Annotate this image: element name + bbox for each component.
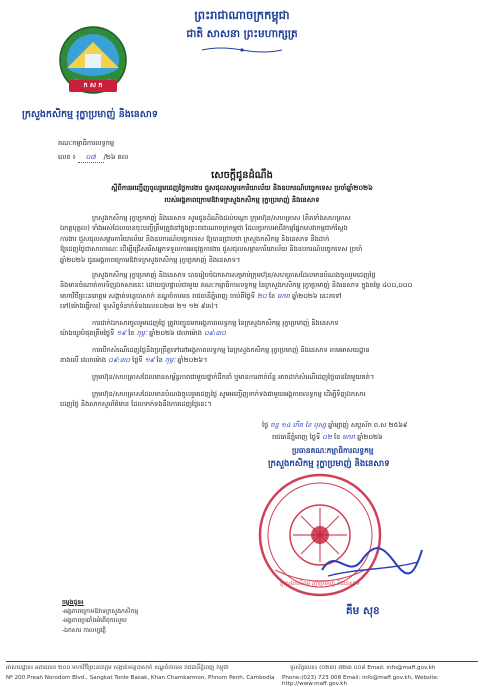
footer-phone-en: Phone:(023) 723 008 Email: info@maff.gov.kh, Website: http://www.maff.gov.kh [282, 675, 439, 687]
solar-month-label: ខែ [334, 433, 341, 441]
notice-subject-line-1: ស្តីពីការអញ្ជើញចូលរួមដេញថ្លៃការងារ ជួសជុលសម្ភារការិយាល័យ និងឧបករណ៍បច្ចេកទេស ប្រចាំឆ្នាំ២០២៦ [111, 184, 373, 192]
sale-start-day: ២០ [257, 291, 267, 300]
signer-name: គឹម សុខ [346, 605, 380, 617]
paragraph-2-line: និងមានចំណាត់ការទិញឯកសារនេះ ដោយជួបផ្ទាល់ជាមួយ គណៈកម្មាធិការលទ្ធកម្ម នៃក្រសួងកសិកម្ម រុក្ខាប្រមាញ់ និងនេសាទ ក្នុងតម្លៃ ៤០០,០០០ [60, 281, 413, 290]
footer-phone-kh: ទូរស័ព្ទលេខ៖ (០២៣) ៧២៣ ០០៨ Email: info@maff.gov.kh [290, 665, 436, 671]
recipient-item: -អង្គភាពប្រឆាំងអំពើពុករលួយ [62, 617, 127, 625]
deadline-day: ១៩ [116, 329, 127, 338]
paragraph-2-line: ក្រសួងកសិកម្ម រុក្ខាប្រមាញ់ និងនេសាទ បានរៀបចំឯកសារសម្រាប់ក្រុមហ៊ុន/សហគ្រាសដែលមានបំណងចូលរួមដេញថ្លៃ [92, 271, 376, 279]
paragraph-4-text: ខាងលើ វេលាម៉ោង [60, 356, 107, 365]
footer-divider [6, 661, 478, 662]
lunar-suffix: ឆ្នាំម្សាញ់ សប្តស័ក ព.ស ២៥៦៩ [328, 421, 408, 429]
solar-day: ០២ [322, 433, 332, 441]
opening-day: ១៩ [144, 356, 155, 365]
paragraph-1-line: ក្រសួងកសិកម្ម រុក្ខាប្រមាញ់ និងនេសាទ សូមជូនដំណឹងដល់បណ្តា ក្រុមហ៊ុន/សហគ្រាស (គិតទាំងសហគ្រាស [92, 214, 351, 222]
footer-address-en: Nº 200 Preah Norodom Blvd., Sangkat Tonle Basak, Khan Chamkarmon, Phnom Penh, Cambodia [6, 675, 275, 681]
paragraph-1-line: ឱ្យដេញថ្លៃជាសាធារណៈ ដើម្បីជ្រើសរើសអ្នកទទួលការអនុវត្តការងារ ជួសជុលសម្ភារការិយាល័យ និងឧបករណ៍បច្ចេកទេស ប្រចាំ [60, 245, 363, 254]
ref-number-label: លេខ ៖ [58, 153, 76, 161]
lunar-date [262, 420, 472, 430]
ministry-name: ក្រសួងកសិកម្ម រុក្ខាប្រមាញ់ និងនេសាទ [22, 109, 158, 120]
signature-scribble [318, 540, 426, 584]
ministry-logo [55, 24, 131, 104]
paragraph-3-text: យ៉ាងយូរបំផុតត្រឹមថ្ងៃទី [60, 329, 115, 338]
paragraph-1 [60, 213, 444, 265]
paragraph-2-text: មហាវិថីព្រះនរោត្តម សង្កាត់ទន្លេបាសាក់ ខណ្ឌចំការមន រាជធានីភ្នំពេញ ចាប់ពីថ្ងៃទី [60, 291, 255, 300]
opening-month: កុម្ភៈ [164, 356, 176, 365]
lunar-month: បុស្ស [313, 421, 326, 429]
year-text: ឆ្នាំ២០២៦ នេះតទៅ [291, 291, 342, 300]
recipients-heading: ចម្លងជូន៖ [62, 599, 84, 606]
paragraph-1-line: ឆ្នាំ២០២៦ ជូនអង្គភាពក្រោមឱវាទក្រសួងកសិកម្ម រុក្ខាប្រមាញ់ និងនេសាទ។ [60, 255, 241, 264]
deadline-time: ០៩:៣០ [204, 329, 226, 338]
national-motto: ជាតិ សាសនា ព្រះមហាក្សត្រ [186, 28, 298, 40]
notice-subject-line-2: របស់អង្គភាពក្រោមឱវាទក្រសួងកសិកម្ម រុក្ខាប្រមាញ់ និងនេសាទ [164, 196, 320, 204]
ref-number [58, 152, 128, 163]
signer-ministry: ក្រសួងកសិកម្ម រុក្ខាប្រមាញ់ និងនេសាទ [268, 459, 390, 469]
month-label: ខែ [128, 329, 135, 338]
lunar-date-value: ចន្ទ ១៤ កើត ខែ [270, 421, 312, 429]
solar-month: មករា [342, 433, 355, 441]
motto-ornament [200, 46, 284, 54]
sale-start-month: មករា [277, 291, 290, 300]
paragraph-4-line: ការបើកសំណើដេញថ្លៃនឹងប្រព្រឹត្តទៅនៅអង្គភាពលទ្ធកម្ម នៃក្រសួងកសិកម្ម រុក្ខាប្រមាញ់ និងនេសាទ តាមអាសយដ្ឋាន [92, 346, 370, 354]
paragraph-3-line [60, 328, 444, 338]
paragraph-4-line [60, 355, 444, 365]
footer-address-kh: អាសយដ្ឋាន៖ អគារលេខ ២០០ មហាវិថីព្រះនរោត្តម សង្កាត់ទន្លេបាសាក់ ខណ្ឌចំការមន រាជធានីភ្នំពេញ កម្ពុជា [6, 665, 229, 671]
deadline-month: កុម្ភៈ [136, 329, 147, 338]
paragraph-6-line: ក្រុមហ៊ុន/សហគ្រាសដែលមានបំណងចូលរួមដេញថ្លៃ សូមអញ្ជើញទាក់ទងជាមួយអង្គភាពលទ្ធកម្ម ដើម្បីទិញឯកសារ [92, 390, 366, 398]
paragraph-5-line: ក្រុមហ៊ុន/សហគ្រាសដែលមានសម្ព័ន្ធភាពជាមួយថ្នាក់ដឹកនាំ ឬមានការពាក់ព័ន្ធ អាចដាក់សំណើដេញថ្លៃបានតែមួយគត់។ [92, 373, 375, 381]
paragraph-3-line: ការដាក់ឯកសារចូលរួមដេញថ្លៃ ត្រូវបញ្ជូនមកអង្គភាពលទ្ធកម្ម នៃក្រសួងកសិកម្ម រុក្ខាប្រមាញ់ និងនេសាទ [92, 319, 339, 327]
month-label: ខែ [156, 356, 163, 365]
kingdom-heading: ព្រះរាជាណាចក្រកម្ពុជា [194, 8, 290, 22]
logo-lettering: ក ស ក [83, 81, 103, 89]
solar-prefix: រាជធានីភ្នំពេញ ថ្ងៃទី [272, 433, 321, 441]
ref-unit: គណៈកម្មាធិការលទ្ធកម្ម [58, 139, 115, 147]
recipient-item: -អង្គភាពក្រោមឱវាទក្រសួងកសិកម្ម [62, 608, 139, 616]
recipient-item: -ឯកសារ កាលប្បវត្តិ [62, 626, 106, 634]
month-label: ខែ [268, 291, 276, 300]
ref-number-suffix: /២៦ គល [103, 153, 129, 161]
paragraph-2 [60, 270, 444, 312]
seal-lettering: ក្រសួងកសិកម្ម រុក្ខាប្រមាញ់ និងនេសាទ [280, 581, 360, 587]
solar-date [272, 432, 472, 442]
notice-heading: សេចក្តីជូនដំណឹង [211, 170, 273, 181]
solar-year: ឆ្នាំ២០២៦ [357, 433, 383, 441]
paragraph-2-line: ទៅ(ម៉ោងធ្វើការ) ទូរស័ព្ទទំនាក់ទំនងលេខ០២៣ ២១ ១២ ៩៣)។ [60, 302, 219, 311]
ref-number-value: ០៧ [78, 152, 104, 163]
paragraph-3 [60, 318, 444, 339]
recipients [62, 598, 138, 635]
year-text: ឆ្នាំ២០២៦។ [177, 356, 208, 365]
day-label: ថ្ងៃទី [132, 356, 143, 365]
paragraph-4 [60, 345, 444, 366]
paragraph-2-line [60, 291, 444, 301]
paragraph-5 [60, 372, 444, 382]
paragraph-6 [60, 389, 444, 410]
year-text: ឆ្នាំ២០២៦ វេលាម៉ោង [149, 329, 202, 338]
paragraph-1-line: ឯកត្តបុគ្គល) ទាំងអស់ដែលបានចុះបញ្ជីត្រឹមត្រូវនៅក្នុងព្រះរាជាណាចក្រកម្ពុជា ដែលប្រកបអាជីវកម្មផ្នែកសេវាកម្មជាក់ស្តែង [60, 224, 348, 233]
opening-time: ០៩:៣០ [108, 356, 131, 365]
paragraph-1-line: ការងារ ជួសជុលសម្ភារការិយាល័យ និងឧបករណ៍បច្ចេកទេស ឱ្យបានជ្រាបថា ក្រសួងកសិកម្ម និងនេសាទ នឹងដាក់ [60, 234, 330, 243]
signer-title: ប្រធានគណៈកម្មាធិការលទ្ធកម្ម [292, 446, 374, 455]
paragraph-6-line: ដេញថ្លៃ និងសាកសួរព័ត៌មាន ដែលទាក់ទងនឹងការដេញថ្លៃនេះ។ [60, 400, 212, 409]
lunar-prefix: ថ្ងៃ [262, 421, 269, 429]
